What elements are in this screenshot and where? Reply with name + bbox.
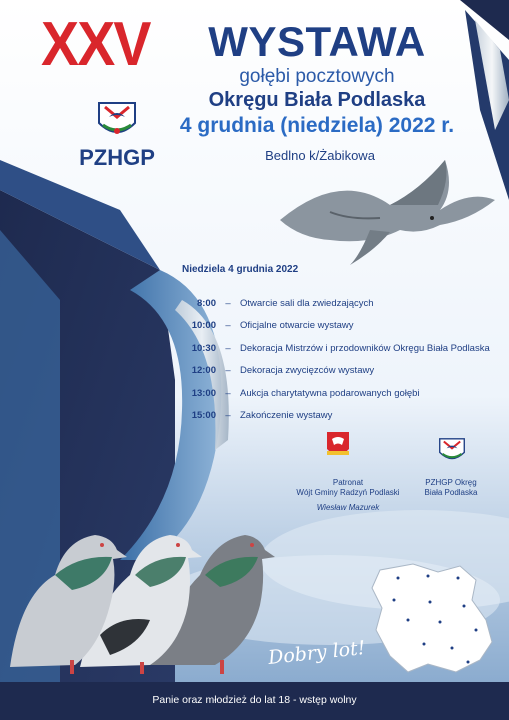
schedule-list xyxy=(178,292,498,427)
schedule-heading: Niedziela 4 grudnia 2022 xyxy=(182,264,299,275)
schedule-activity: Zakończenie wystawy xyxy=(240,410,333,422)
event-location: Bedlno k/Żabikowa xyxy=(265,148,375,163)
schedule-dash: – xyxy=(225,320,231,332)
schedule-activity: Oficjalne otwarcie wystawy xyxy=(240,320,354,332)
schedule-item xyxy=(178,405,498,428)
schedule-activity: Dekoracja Mistrzów i przodowników Okręgu Biała Podlaska xyxy=(240,342,490,354)
footer-text: Panie oraz młodzież do lat 18 - wstęp wolny xyxy=(152,694,357,706)
subtitle: gołębi pocztowych xyxy=(239,66,395,87)
schedule-dash: – xyxy=(225,387,231,399)
schedule-item xyxy=(178,315,498,338)
pzhgp-district-text xyxy=(405,478,497,498)
signature: Dobry lot! xyxy=(267,636,367,670)
schedule-time: 10:00 xyxy=(191,320,216,332)
edition-number: XXV xyxy=(41,10,150,79)
pzhgp-logo-icon xyxy=(95,95,139,141)
patron-line2: Wójt Gminy Radzyń Podlaski xyxy=(296,488,400,497)
schedule-dash: – xyxy=(225,410,231,422)
pzhgp-line1: PZHGP Okręg xyxy=(425,478,477,487)
org-name: PZHGP xyxy=(79,145,155,170)
schedule-item xyxy=(178,337,498,360)
schedule-time: 15:00 xyxy=(191,410,216,422)
schedule-item xyxy=(178,382,498,405)
schedule-time: 12:00 xyxy=(191,365,216,377)
coat-of-arms-icon xyxy=(326,431,350,461)
event-date: 4 grudnia (niedziela) 2022 r. xyxy=(179,114,455,137)
schedule-dash: – xyxy=(225,342,231,354)
schedule-item xyxy=(178,360,498,383)
patron-line1: Patronat xyxy=(332,478,364,487)
pzhgp-line2: Biała Podlaska xyxy=(424,488,478,497)
schedule-dash: – xyxy=(225,365,231,377)
patron-text xyxy=(288,478,408,498)
flying-pigeon-image xyxy=(270,150,500,268)
pigeons-image xyxy=(0,495,300,680)
schedule-time: 10:30 xyxy=(191,342,216,354)
schedule-time: 13:00 xyxy=(191,387,216,399)
schedule-item xyxy=(178,292,498,315)
schedule-dash: – xyxy=(225,297,231,309)
schedule-activity: Aukcja charytatywna podarowanych gołębi xyxy=(240,387,420,399)
schedule-time: 8:00 xyxy=(196,297,216,309)
pzhgp-logo-small-icon xyxy=(437,433,467,465)
schedule-activity: Dekoracja zwycięzców wystawy xyxy=(240,365,375,377)
patron-person: Wiesław Mazurek xyxy=(316,503,380,512)
schedule-activity: Otwarcie sali dla zwiedzających xyxy=(240,297,374,309)
region-title: Okręgu Biała Podlaska xyxy=(208,89,426,111)
page-title: WYSTAWA xyxy=(208,18,426,65)
region-map-icon xyxy=(368,560,496,676)
